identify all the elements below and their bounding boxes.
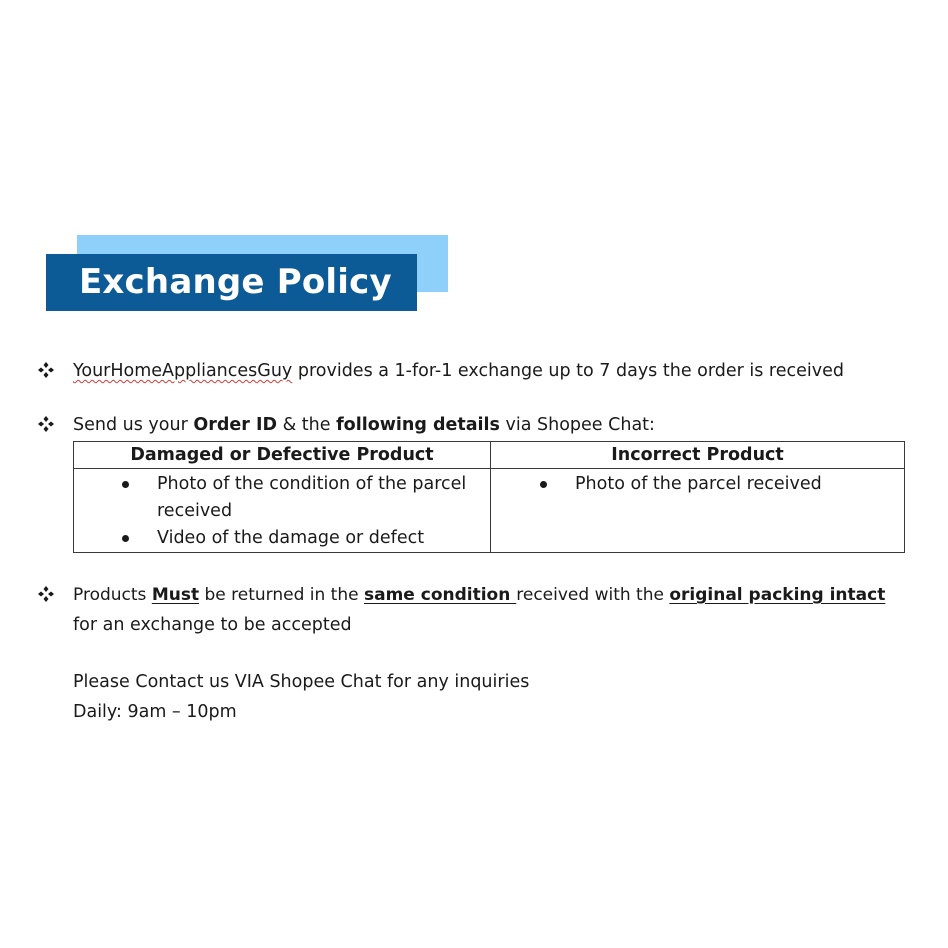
four-diamond-bullet-icon — [38, 586, 56, 604]
exchange-summary-line — [73, 359, 844, 383]
details-table — [73, 441, 905, 553]
bullet-dot-icon — [540, 481, 547, 488]
table-header-incorrect: Incorrect Product — [491, 442, 905, 469]
list-item — [74, 525, 490, 552]
instruction-text: & the — [277, 415, 337, 435]
following-details-label: following details — [336, 415, 500, 435]
return-condition-continuation: for an exchange to be accepted — [73, 615, 352, 635]
bullet-dot-icon — [122, 535, 129, 542]
details-instruction-line — [73, 413, 655, 437]
order-id-label: Order ID — [193, 415, 277, 435]
table-cell-incorrect — [491, 469, 905, 553]
return-condition-line — [73, 583, 885, 607]
contact-text: Please Contact us VIA Shopee Chat for any inquiries — [73, 672, 530, 692]
condition-text: be returned in the — [199, 585, 364, 605]
list-item-text: Video of the damage or defect — [157, 528, 425, 548]
list-item — [491, 471, 904, 498]
table-header-damaged: Damaged or Defective Product — [74, 442, 491, 469]
condition-text: Products — [73, 585, 152, 605]
contact-hours: Daily: 9am – 10pm — [73, 702, 237, 722]
brand-name: YourHomeAppliancesGuy — [73, 361, 293, 381]
instruction-text: Send us your — [73, 415, 194, 435]
list-item-text: Photo of the condition of the parcel received — [157, 474, 467, 521]
table-cell-damaged — [74, 469, 491, 553]
exchange-summary-text: provides a 1-for-1 exchange up to 7 days the order is received — [292, 361, 844, 381]
condition-text: received with the — [516, 585, 670, 605]
same-condition-label: same condition — [363, 585, 517, 605]
page-title: Exchange Policy — [79, 262, 392, 302]
list-item-text: Photo of the parcel received — [575, 474, 822, 494]
must-label: Must — [151, 585, 200, 605]
four-diamond-bullet-icon — [38, 416, 56, 434]
list-item — [74, 471, 490, 525]
bullet-dot-icon — [122, 481, 129, 488]
four-diamond-bullet-icon — [38, 362, 56, 380]
instruction-text: via Shopee Chat: — [499, 415, 655, 435]
original-packing-label: original packing intact — [669, 585, 886, 605]
